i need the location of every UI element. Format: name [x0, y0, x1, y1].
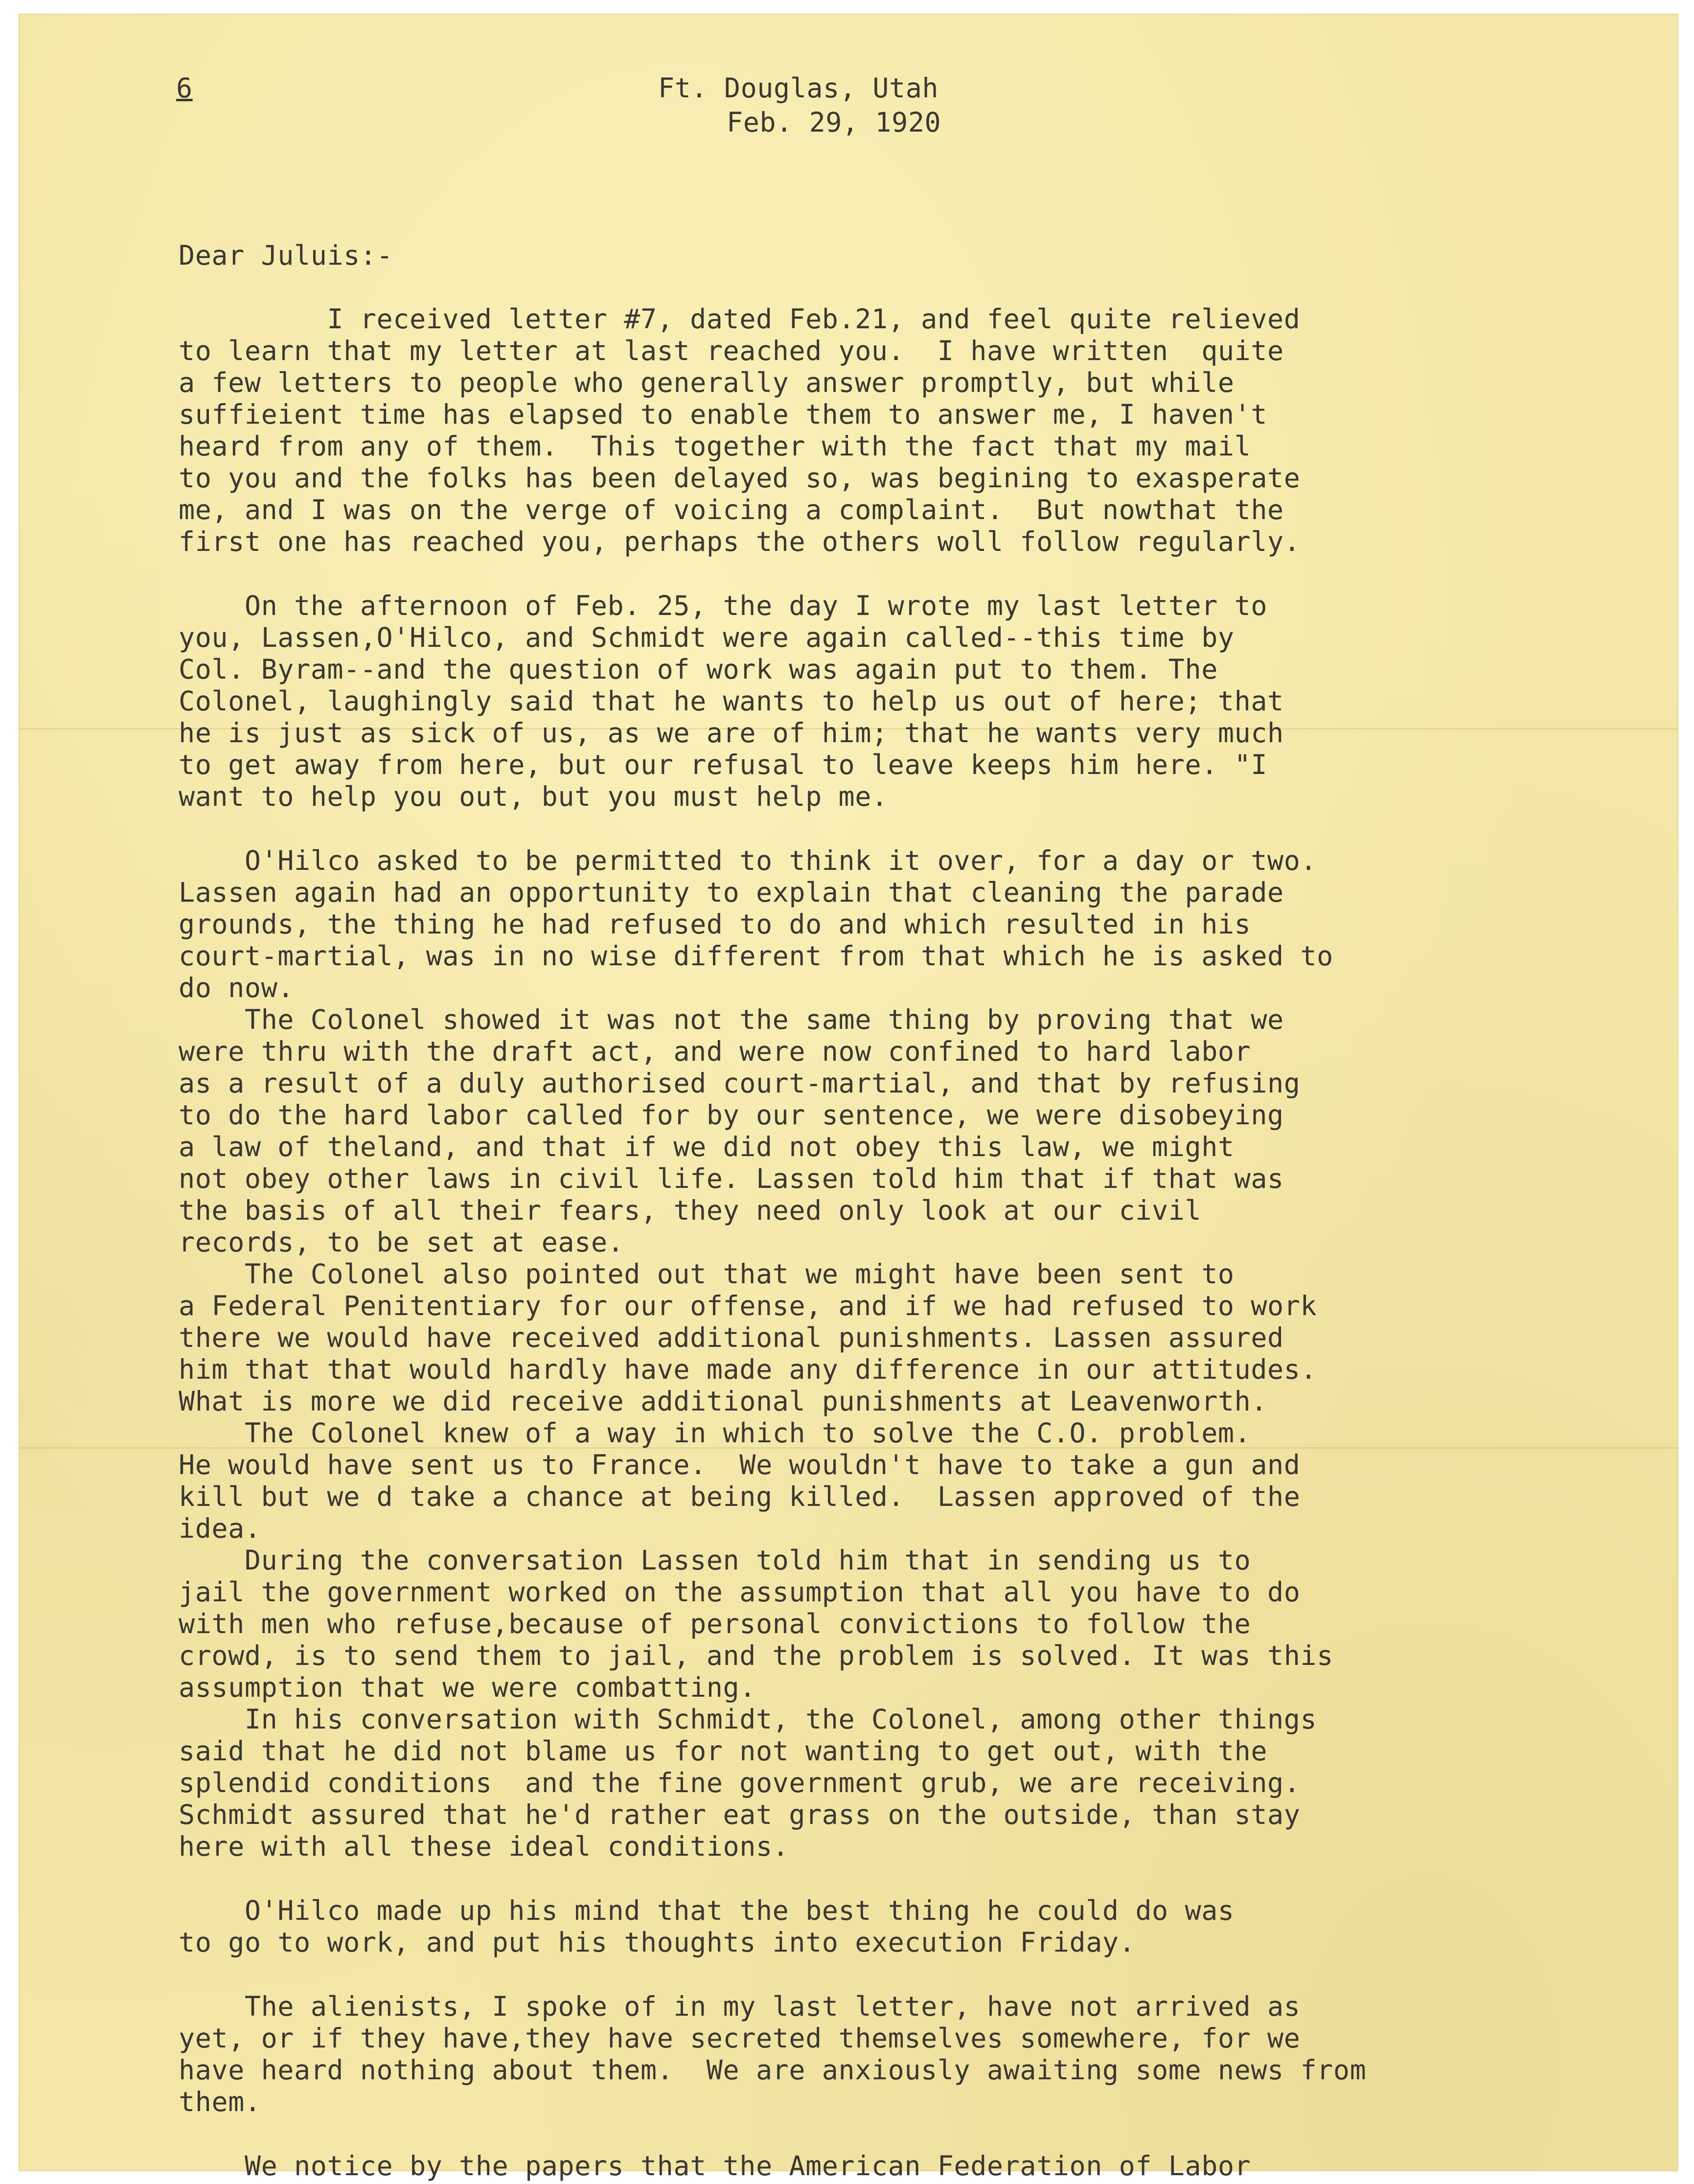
letter-line: them.	[179, 2086, 261, 2117]
letter-line: to get away from here, but our refusal to leave keeps him here. "I	[179, 749, 1268, 780]
letter-location: Ft. Douglas, Utah	[658, 72, 939, 104]
letter-line: I received letter #7, dated Feb.21, and feel quite relieved	[179, 303, 1301, 335]
letter-line: We notice by the papers that the American Federation of Labor	[179, 2150, 1251, 2182]
letter-line: The alienists, I spoke of in my last letter, have not arrived as	[179, 1991, 1301, 2022]
letter-line: there we would have received additional punishments. Lassen assured	[179, 1322, 1284, 1353]
letter-line: grounds, the thing he had refused to do and which resulted in his	[179, 909, 1251, 940]
letter-line: Schmidt assured that he'd rather eat grass on the outside, than stay	[179, 1799, 1301, 1830]
letter-line: O'Hilco made up his mind that the best thing he could do was	[179, 1895, 1235, 1926]
letter-line: O'Hilco asked to be permitted to think it over, for a day or two.	[179, 845, 1317, 876]
letter-line: said that he did not blame us for not wanting to get out, with the	[179, 1735, 1268, 1767]
letter-line: The Colonel knew of a way in which to solve the C.O. problem.	[179, 1417, 1251, 1449]
letter-line: Colonel, laughingly said that he wants to help us out of here; that	[179, 685, 1284, 717]
letter-line: to you and the folks has been delayed so, was begining to exasperate	[179, 462, 1301, 494]
letter-line: him that that would hardly have made any difference in our attitudes.	[179, 1354, 1317, 1385]
salutation: Dear Juluis:-	[179, 240, 393, 271]
paragraph-gap	[179, 1863, 1366, 1895]
letter-line: The Colonel showed it was not the same thing by proving that we	[179, 1004, 1284, 1035]
letter-line: you, Lassen,O'Hilco, and Schmidt were again called--this time by	[179, 622, 1235, 653]
letter-date: Feb. 29, 1920	[727, 107, 941, 138]
letter-line: Col. Byram--and the question of work was again put to them. The	[179, 654, 1218, 685]
letter-line: records, to be set at ease.	[179, 1227, 624, 1258]
paragraph-gap	[179, 2118, 1366, 2150]
letter-line: the basis of all their fears, they need only look at our civil	[179, 1195, 1202, 1226]
letter-line: with men who refuse,because of personal convictions to follow the	[179, 1608, 1251, 1639]
letter-line: He would have sent us to France. We wouldn't have to take a gun and	[179, 1449, 1301, 1480]
letter-line: to learn that my letter at last reached you. I have written quite	[179, 335, 1284, 366]
letter-line: here with all these ideal conditions.	[179, 1831, 789, 1862]
letter-line: assumption that we were combatting.	[179, 1672, 756, 1703]
letter-line: me, and I was on the verge of voicing a complaint. But nowthat the	[179, 494, 1284, 525]
paragraph-gap	[179, 558, 1366, 590]
letter-line: not obey other laws in civil life. Lassen told him that if that was	[179, 1163, 1284, 1194]
letter-line: as a result of a duly authorised court-martial, and that by refusing	[179, 1068, 1301, 1099]
letter-line: first one has reached you, perhaps the others woll follow regularly.	[179, 526, 1301, 557]
letter-line: kill but we d take a chance at being killed. Lassen approved of the	[179, 1481, 1301, 1512]
letter-line: On the afternoon of Feb. 25, the day I wrote my last letter to	[179, 590, 1268, 621]
letter-line: In his conversation with Schmidt, the Colonel, among other things	[179, 1704, 1317, 1735]
letter-line: crowd, is to send them to jail, and the problem is solved. It was this	[179, 1640, 1333, 1671]
letter-line: The Colonel also pointed out that we might have been sent to	[179, 1258, 1235, 1290]
letter-line: were thru with the draft act, and were now confined to hard labor	[179, 1036, 1251, 1067]
letter-line: court-martial, was in no wise different from that which he is asked to	[179, 940, 1333, 972]
letter-line: jail the government worked on the assumption that all you have to do	[179, 1576, 1301, 1608]
letter-line: a few letters to people who generally answer promptly, but while	[179, 367, 1235, 398]
letter-line: to do the hard labor called for by our sentence, we were disobeying	[179, 1099, 1284, 1131]
letter-line: splendid conditions and the fine government grub, we are receiving.	[179, 1767, 1301, 1798]
letter-body	[179, 176, 1366, 2182]
letter-line: suffieient time has elapsed to enable them to answer me, I haven't	[179, 399, 1268, 430]
letter-line: yet, or if they have,they have secreted themselves somewhere, for we	[179, 2023, 1301, 2054]
letter-line: What is more we did receive additional punishments at Leavenworth.	[179, 1386, 1268, 1417]
letter-line: to go to work, and put his thoughts into execution Friday.	[179, 1927, 1136, 1958]
paragraph-gap	[179, 813, 1366, 845]
letter-line: do now.	[179, 972, 294, 1003]
letter-line: Lassen again had an opportunity to explain that cleaning the parade	[179, 877, 1284, 908]
letter-line: idea.	[179, 1513, 261, 1544]
page-number: 6	[176, 72, 193, 104]
letter-line: During the conversation Lassen told him that in sending us to	[179, 1545, 1251, 1576]
letter-line: have heard nothing about them. We are anxiously awaiting some news from	[179, 2054, 1367, 2086]
letter-line: heard from any of them. This together with the fact that my mail	[179, 431, 1251, 462]
letter-line: want to help you out, but you must help me.	[179, 781, 888, 812]
paragraph-gap	[179, 1958, 1366, 1991]
letter-line: a Federal Penitentiary for our offense, and if we had refused to work	[179, 1290, 1317, 1321]
letter-line: a law of theland, and that if we did not obey this law, we might	[179, 1131, 1235, 1162]
letter-line: he is just as sick of us, as we are of him; that he wants very much	[179, 717, 1284, 749]
